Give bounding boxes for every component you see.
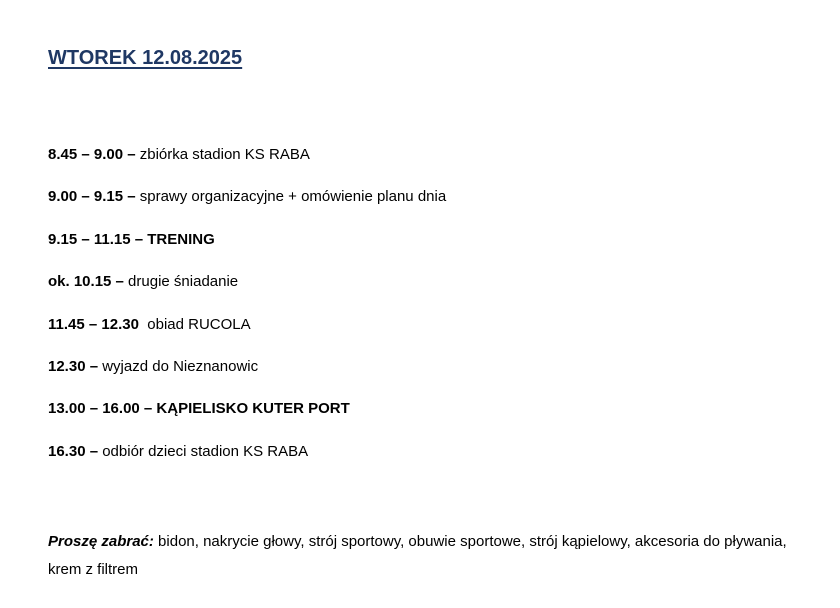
schedule-item: [48, 399, 808, 419]
schedule-time: 9.00 – 9.15 –: [48, 188, 136, 206]
schedule-time: 16.30 –: [48, 442, 99, 460]
schedule-time: 8.45 – 9.00 –: [48, 146, 136, 163]
packing-note: [48, 528, 823, 584]
schedule-item: [48, 272, 808, 292]
schedule-activity: odbiór dzieci stadion KS RABA: [98, 442, 309, 460]
schedule-activity: zbiórka stadion KS RABA: [135, 146, 310, 163]
schedule-item: [48, 442, 808, 462]
schedule-activity: TRENING: [143, 230, 215, 248]
page-title: WTOREK 12.08.2025: [48, 47, 243, 69]
schedule-time: 12.30 –: [48, 357, 99, 375]
schedule-item: [48, 145, 808, 165]
schedule-activity: obiad RUCOLA: [138, 315, 251, 333]
schedule-activity: wyjazd do Nieznanowic: [98, 357, 259, 375]
schedule-time: 11.45 – 12.30: [48, 315, 139, 333]
schedule-activity: drugie śniadanie: [123, 273, 239, 291]
schedule-item: [48, 315, 808, 335]
schedule-item: [48, 230, 808, 250]
schedule-activity: sprawy organizacyjne + omówienie planu dnia: [135, 188, 447, 206]
schedule-item: [48, 357, 808, 377]
schedule-list: [48, 145, 808, 484]
schedule-time: ok. 10.15 –: [48, 273, 124, 291]
packing-note-label: Proszę zabrać:: [48, 533, 154, 550]
schedule-time: 9.15 – 11.15 –: [48, 230, 144, 248]
schedule-activity: KĄPIELISKO KUTER PORT: [152, 400, 350, 418]
packing-note-text: bidon, nakrycie głowy, strój sportowy, obuwie sportowe, strój kąpielowy, akcesoria do pływania, krem z filtrem: [48, 533, 787, 578]
schedule-time: 13.00 – 16.00 –: [48, 400, 153, 418]
schedule-item: [48, 187, 808, 207]
